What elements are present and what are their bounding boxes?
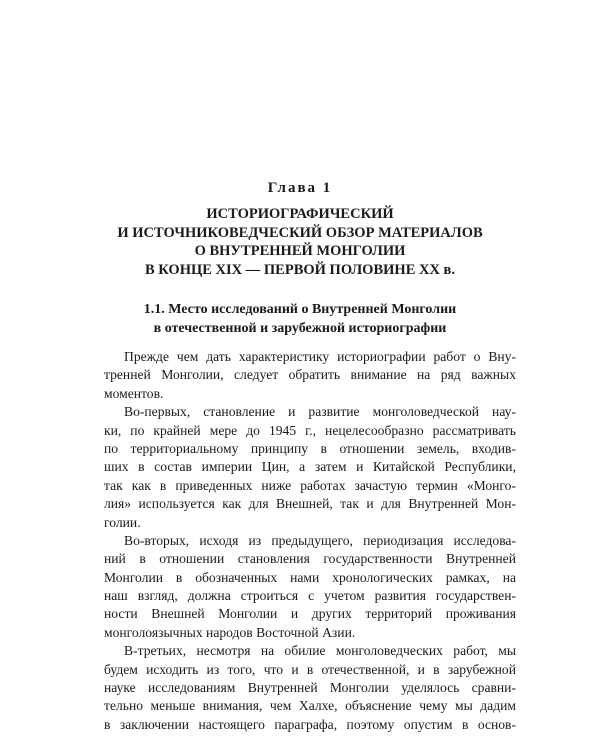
text-line: науке исследованиям Внутренней Монголии уделялось сравни-	[104, 680, 516, 696]
text-line: Во-первых, становление и развитие монголоведческой нау-	[124, 404, 516, 420]
text-line: моментов.	[104, 385, 164, 401]
text-line: по территориальному принципу в отношении земель, входив-	[104, 440, 516, 456]
text-line: тельно меньше внимания, чем Халхе, объяснение чему мы дадим	[104, 698, 516, 714]
text-line: ности Внешней Монголии и других территорий проживания	[104, 606, 516, 622]
text-line: ших в состав империи Цин, а затем и Китайской Республики,	[104, 459, 516, 475]
text-line: будем исходить из того, что и в отечественной, и в зарубежной	[104, 661, 516, 677]
text-line: тренней Монголии, следует обратить внимание на ряд важных	[104, 367, 516, 383]
text-line: В-третьих, несмотря на обилие монголоведческих работ, мы	[124, 643, 516, 659]
text-line: голии.	[104, 514, 141, 530]
text-line: монголоязычных народов Восточной Азии.	[104, 624, 356, 640]
chapter-title-line: В КОНЦЕ XIX — ПЕРВОЙ ПОЛОВИНЕ XX в.	[144, 261, 456, 278]
body-text	[104, 348, 516, 734]
text-line: так как в приведенных ниже работах зачастую термин «Монго-	[104, 477, 516, 493]
chapter-label: Глава 1	[267, 180, 333, 196]
section-title-line: в отечественной и зарубежной историографии	[153, 321, 447, 336]
text-line: Во-вторых, исходя из предыдущего, периодизация исследова-	[124, 532, 516, 548]
text-line: лия» используется как для Внешней, так и для Внутренней Мон-	[104, 496, 516, 512]
text-line: ний в отношении становления государственности Внутренней	[104, 551, 516, 567]
chapter-title-line: О ВНУТРЕННЕЙ МОНГОЛИИ	[194, 243, 406, 259]
chapter-title	[100, 205, 500, 279]
text-line: ки, по крайней мере до 1945 г., нецелесообразно рассматривать	[104, 422, 516, 438]
section-title-line: 1.1. Место исследований о Внутренней Монголии	[143, 302, 457, 317]
text-line: в заключении настоящего параграфа, поэтому опустим в основ-	[104, 716, 516, 732]
text-line: наш взгляд, должна строиться с учетом развития государствен-	[104, 588, 516, 604]
chapter-title-line: ИСТОРИОГРАФИЧЕСКИЙ	[206, 206, 394, 222]
text-line: Монголии в обозначенных нами хронологических рамках, на	[104, 569, 516, 585]
chapter-title-line: И ИСТОЧНИКОВЕДЧЕСКИЙ ОБЗОР МАТЕРИАЛОВ	[117, 224, 483, 241]
section-title	[80, 300, 520, 338]
text-line: Прежде чем дать характеристику историографии работ о Вну-	[124, 349, 516, 364]
